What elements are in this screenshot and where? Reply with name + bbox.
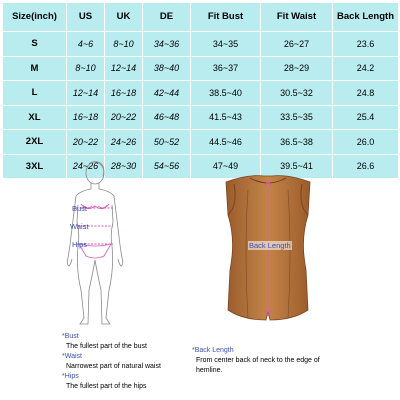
header-us: US [67, 3, 105, 32]
de-cell: 50~52 [143, 130, 191, 155]
uk-cell: 20~22 [105, 105, 143, 130]
size-cell: 3XL [3, 154, 67, 179]
back-length-cell: 24.8 [333, 81, 399, 106]
table-header-row [3, 3, 399, 32]
figure-waist-label: Waist [70, 222, 89, 231]
fit-bust-cell: 38.5~40 [191, 81, 261, 106]
figure-bust-label: Bust [72, 204, 88, 213]
header-back-length: Back Length [333, 3, 399, 32]
fit-waist-cell: 30.5~32 [261, 81, 333, 106]
header-de: DE [143, 3, 191, 32]
table-row [3, 32, 399, 57]
uk-cell: 8~10 [105, 32, 143, 57]
de-cell: 38~40 [143, 56, 191, 81]
back-length-cell: 26.0 [333, 130, 399, 155]
fit-bust-cell: 41.5~43 [191, 105, 261, 130]
vest-back-illustration [208, 170, 328, 330]
back-length-cell: 23.6 [333, 32, 399, 57]
body-figure-illustration [40, 160, 150, 330]
de-cell: 46~48 [143, 105, 191, 130]
table-row [3, 130, 399, 155]
legend-bust-desc: The fullest part of the bust [66, 343, 147, 350]
size-cell: XL [3, 105, 67, 130]
legend-back-desc-line2: hemline. [196, 367, 223, 374]
legend-back-desc-line1: From center back of neck to the edge of [196, 357, 320, 364]
header-fit-bust: Fit Bust [191, 3, 261, 32]
header-uk: UK [105, 3, 143, 32]
fit-bust-cell: 36~37 [191, 56, 261, 81]
us-cell: 20~22 [67, 130, 105, 155]
us-cell: 24~26 [67, 154, 105, 179]
legend-hips-term: *Hips [62, 373, 79, 380]
uk-cell: 16~18 [105, 81, 143, 106]
legend-waist-desc: Narrowest part of natural waist [66, 363, 161, 370]
legend-back-length [192, 346, 320, 376]
de-cell: 42~44 [143, 81, 191, 106]
back-length-cell: 25.4 [333, 105, 399, 130]
fit-waist-cell: 26~27 [261, 32, 333, 57]
uk-cell: 24~26 [105, 130, 143, 155]
legend-back-term: *Back Length [192, 347, 234, 354]
de-cell: 54~56 [143, 154, 191, 179]
table-row [3, 105, 399, 130]
back-length-cell: 26.6 [333, 154, 399, 179]
header-fit-waist: Fit Waist [261, 3, 333, 32]
uk-cell: 12~14 [105, 56, 143, 81]
table-row [3, 56, 399, 81]
de-cell: 34~36 [143, 32, 191, 57]
us-cell: 16~18 [67, 105, 105, 130]
fit-waist-cell: 39.5~41 [261, 154, 333, 179]
legend-waist-term: *Waist [62, 353, 82, 360]
legend-body-measurements [62, 332, 161, 392]
fit-waist-cell: 33.5~35 [261, 105, 333, 130]
legend-hips-desc: The fullest part of the hips [66, 383, 147, 390]
fit-waist-cell: 28~29 [261, 56, 333, 81]
us-cell: 8~10 [67, 56, 105, 81]
back-length-cell: 24.2 [333, 56, 399, 81]
size-cell: L [3, 81, 67, 106]
fit-waist-cell: 36.5~38 [261, 130, 333, 155]
fit-bust-cell: 44.5~46 [191, 130, 261, 155]
vest-back-length-label: Back Length [249, 241, 291, 250]
size-chart-table [2, 2, 399, 179]
header-size: Size(inch) [3, 3, 67, 32]
fit-bust-cell: 34~35 [191, 32, 261, 57]
size-cell: 2XL [3, 130, 67, 155]
us-cell: 12~14 [67, 81, 105, 106]
uk-cell: 28~30 [105, 154, 143, 179]
table-row [3, 81, 399, 106]
legend-bust-term: *Bust [62, 333, 79, 340]
us-cell: 4~6 [67, 32, 105, 57]
fit-bust-cell: 47~49 [191, 154, 261, 179]
size-cell: M [3, 56, 67, 81]
size-cell: S [3, 32, 67, 57]
figure-hips-label: Hips [72, 240, 88, 249]
